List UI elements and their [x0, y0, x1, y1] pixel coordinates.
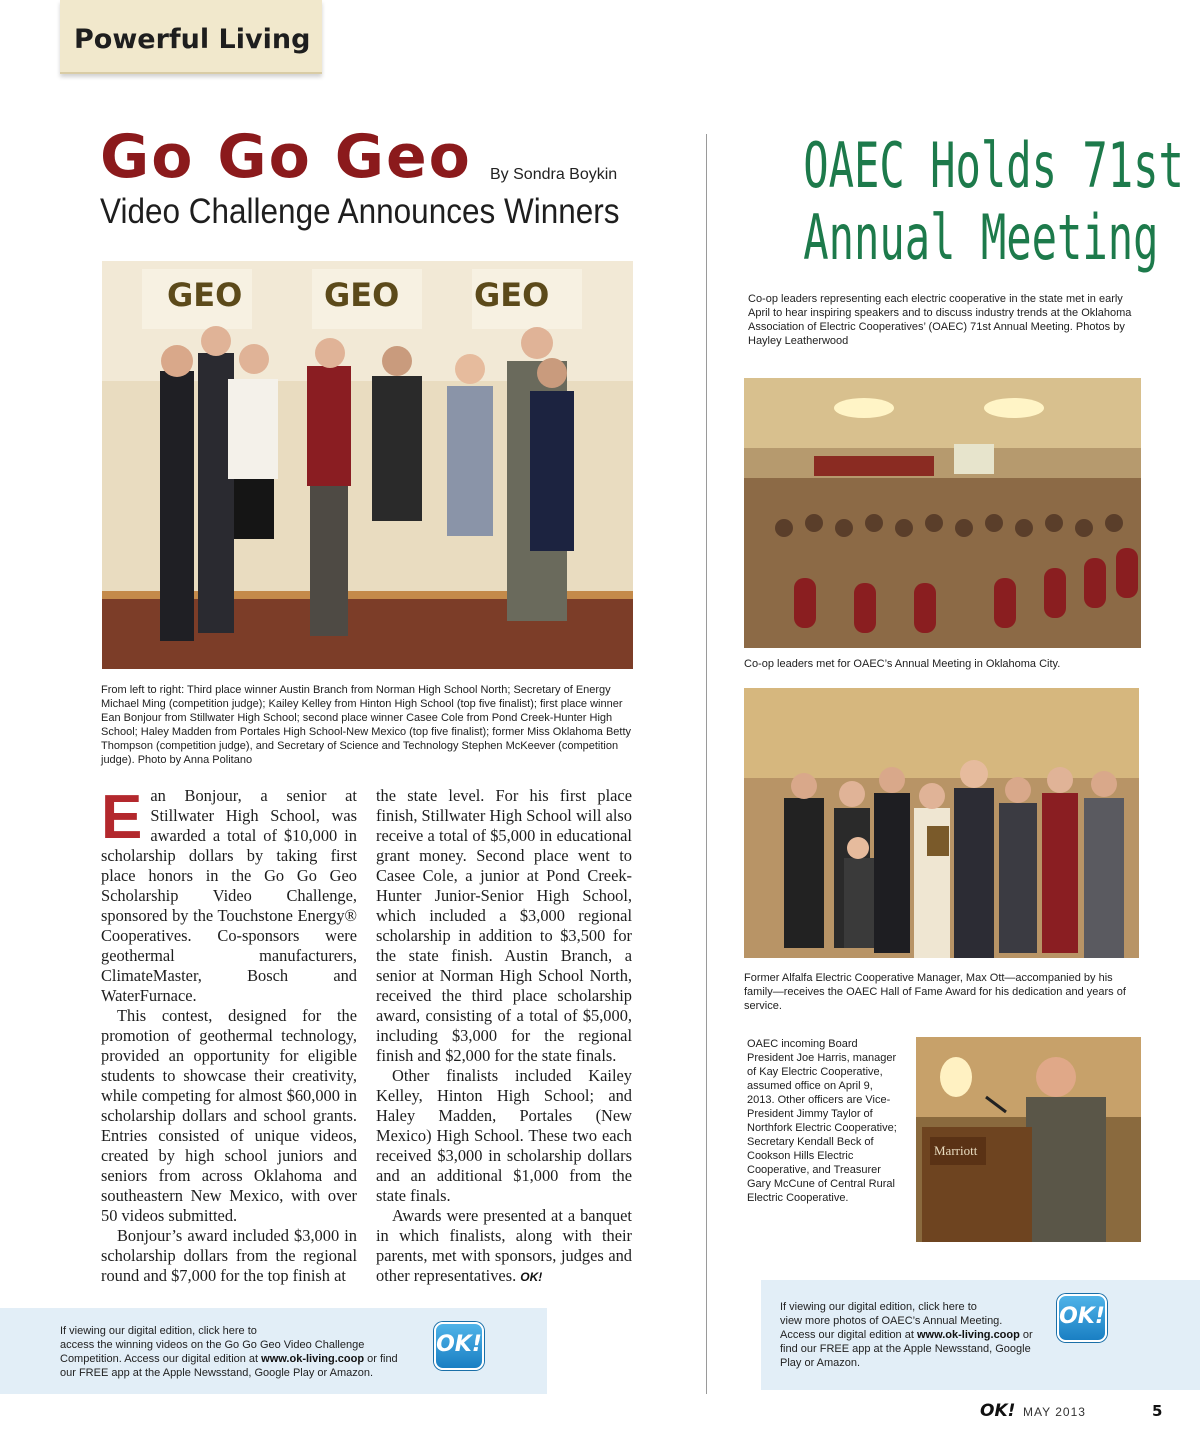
geo-promo-line-1: If viewing our digital edition, click here to — [60, 1325, 257, 1337]
oaec-promo-line-3-pre: Access our digital edition at — [780, 1329, 917, 1341]
footer-page-number: 5 — [1152, 1402, 1163, 1420]
oaec-promo-url-link[interactable]: www.ok-living.coop — [916, 1329, 1020, 1341]
meeting-hall-caption: Co-op leaders met for OAEC’s Annual Meeting in Oklahoma City. — [744, 658, 1061, 670]
geo-promo-line-3-pre: Competition. Access our digital edition at — [60, 1353, 262, 1365]
ok-badge-icon[interactable] — [434, 1322, 484, 1370]
oaec-promo-line-1: If viewing our digital edition, click here to — [780, 1301, 977, 1313]
annual-meeting-hall-photo — [744, 378, 1141, 648]
hall-of-fame-caption: Former Alfalfa Electric Cooperative Manager, Max Ott—accompanied by his family—receives the OAEC Hall of Fame Award for his dedication and years of service. — [744, 972, 1126, 1012]
geo-promo-url-link[interactable]: www.ok-living.coop — [261, 1353, 365, 1365]
ok-badge-label: OK! — [1059, 1304, 1105, 1329]
oaec-promo-text — [780, 1300, 1060, 1370]
ok-badge-label: OK! — [436, 1332, 482, 1357]
footer-brand-logo: OK! — [980, 1401, 1016, 1421]
hall-of-fame-family-photo — [744, 688, 1139, 958]
oaec-promo-line-4: find our FREE app at the Apple Newsstand, Google — [780, 1343, 1031, 1355]
winners-photo-caption: From left to right: Third place winner Austin Branch from Norman High School North; Secretary of Energy Michael Ming (competition judge); Kailey Kelley from Hinton High School (top five finalist); first place winner Ean Bonjour from Stillwater High School; second place winner Casee Cole from Pond Creek-Hunter High School; Haley Madden from Portales High School-New Mexico (top five finalist); former Miss Oklahoma Betty Thompson (competition judge), and Secretary of Science and Technology Stephen McKeever (competition judge). Photo by Anna Politano — [101, 684, 632, 766]
svg-text:GEO: GEO — [324, 276, 400, 314]
oaec-title-line-1: OAEC Holds 71st — [803, 129, 1184, 202]
svg-text:GEO: GEO — [474, 276, 550, 314]
oaec-promo-line-3-post: or — [1019, 1329, 1033, 1341]
oaec-title-line-2: Annual Meeting — [803, 201, 1159, 274]
drop-cap: E — [101, 783, 143, 852]
geo-digital-promo[interactable] — [0, 1308, 547, 1394]
ok-badge-icon[interactable] — [1057, 1294, 1107, 1342]
geo-paragraph-1 — [101, 783, 357, 1006]
geo-paragraph-1-text: an Bonjour, a senior at Stillwater High School, was awarded a total of $10,000 in scholarship dollars by taking first place honors in the Go Go Geo Scholarship Video Challenge, sponsored by the Touchstone Energy® Cooperatives. Co-sponsors were geothermal manufacturers, ClimateMaster, Bosch and WaterFurnace. — [101, 786, 357, 1005]
oaec-intro-text: Co-op leaders representing each electric cooperative in the state met in early April to hear inspiring speakers and to discuss industry trends at the Oklahoma Association of Electric Cooperatives’ (OAEC) 71st Annual Meeting. Photos by Hayley Leatherwood — [748, 293, 1132, 347]
board-president-photo — [916, 1037, 1141, 1242]
geo-article-column-1 — [101, 783, 357, 1286]
geo-paragraph-4: the state level. For his first place finish, Stillwater High School will also receive a total of $5,000 in educational grant money. Second place went to Casee Cole, a junior at Pond Creek-Hunter Junior-Senior High School, which included a $3,000 regional scholarship in addition to $3,500 for the state finish. Austin Branch, a senior at Norman High School North, received the third place scholarship award, consisting of a total of $5,000, including $3,000 for the regional finish and $2,000 for the state finals. — [376, 786, 632, 1065]
geo-article-title: Go Go Geo — [100, 122, 472, 192]
svg-text:GEO: GEO — [167, 276, 243, 314]
geo-paragraph-5: Other finalists included Kailey Kelley, Hinton High School; and Haley Madden, Portales (New Mexico) High School. These two each received $3,000 in scholarship dollars and an additional $1,000 from the state finals. — [376, 1066, 632, 1205]
geo-promo-line-3 — [60, 1352, 440, 1366]
geo-promo-text — [60, 1324, 440, 1380]
winners-group-photo — [102, 261, 633, 669]
geo-promo-line-2: access the winning videos on the Go Go Geo Video Challenge — [60, 1339, 365, 1351]
geo-article-subtitle: Video Challenge Announces Winners — [100, 192, 620, 231]
end-mark-icon: OK! — [520, 1270, 543, 1284]
section-tab — [60, 0, 322, 74]
svg-text:Marriott: Marriott — [934, 1143, 978, 1158]
geo-paragraph-2: This contest, designed for the promotion of geothermal technology, provided an opportunity for eligible students to showcase their creativity, while competing for almost $60,000 in scholarship dollars and school grants. Entries consisted of unique videos, created by high school juniors and seniors from across Oklahoma and southeastern New Mexico, with over 50 videos submitted. — [101, 1006, 357, 1225]
geo-paragraph-6-text: Awards were presented at a banquet in which finalists, along with their parents, met with sponsors, judges and other representatives. — [376, 1206, 632, 1285]
oaec-promo-line-3 — [780, 1328, 1060, 1342]
board-president-caption: OAEC incoming Board President Joe Harris, manager of Kay Electric Cooperative, assumed office on April 9, 2013. Other officers are Vice-President Jimmy Taylor of Northfork Electric Cooperative; Secretary Kendall Beck of Cookson Hills Electric Cooperative, and Treasurer Gary McCune of Central Rural Electric Cooperative. — [747, 1038, 897, 1204]
footer-issue-date: MAY 2013 — [1023, 1405, 1086, 1419]
oaec-article-title — [803, 129, 1184, 274]
geo-promo-line-3-post: or find — [364, 1353, 398, 1365]
column-divider — [706, 134, 707, 1394]
oaec-digital-promo[interactable] — [761, 1280, 1200, 1390]
geo-paragraph-3: Bonjour’s award included $3,000 in scholarship dollars from the regional round and $7,000 for the top finish at — [101, 1226, 357, 1285]
geo-paragraph-6 — [376, 1206, 632, 1287]
oaec-promo-line-5: Play or Amazon. — [780, 1357, 861, 1369]
geo-promo-line-4: our FREE app at the Apple Newsstand, Google Play or Amazon. — [60, 1367, 374, 1379]
oaec-promo-line-2: view more photos of OAEC’s Annual Meeting. — [780, 1315, 1003, 1327]
geo-article-column-2 — [376, 786, 632, 1287]
geo-article-byline: By Sondra Boykin — [490, 166, 618, 183]
section-tab-label: Powerful Living — [74, 24, 311, 55]
